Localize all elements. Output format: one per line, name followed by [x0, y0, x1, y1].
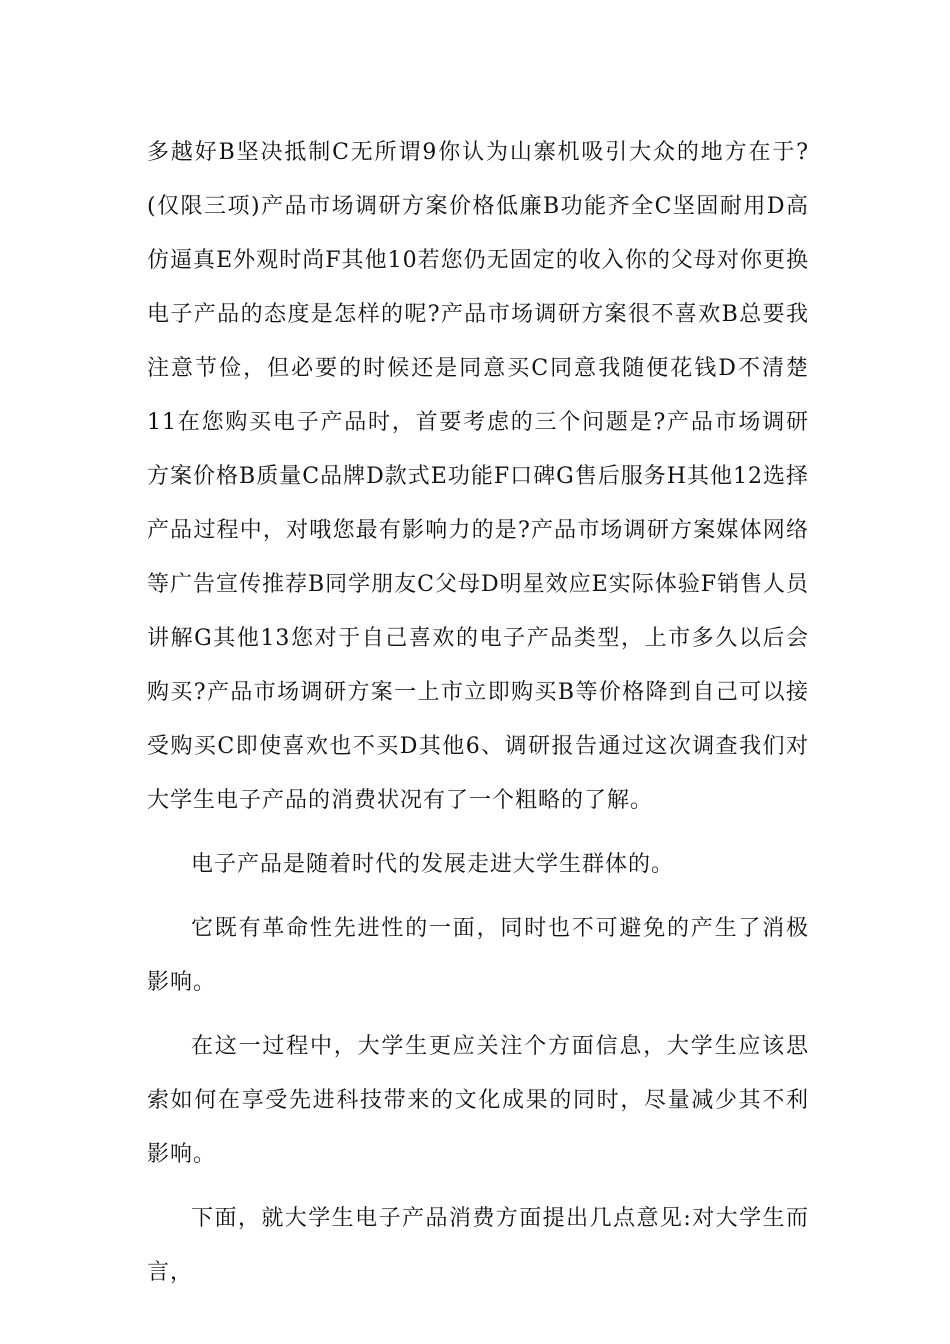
paragraph-electronics-intro: 电子产品是随着时代的发展走进大学生群体的。 [191, 852, 675, 877]
document-body [147, 126, 809, 1300]
paragraph-survey-questions: 多越好B坚决抵制C无所谓9你认为山寨机吸引大众的地方在于?(仅限三项)产品市场调研方案价格低廉B功能齐全C坚固耐用D高仿逼真E外观时尚F其他10若您仍无固定的收入你的父母对你更换电子产品的态度是怎样的呢?产品市场调研方案很不喜欢B总要我注意节俭，但必要的时候还是同意买C同意我随便花钱D不清楚11在您购买电子产品时，首要考虑的三个问题是?产品市场调研方案价格B质量C品牌D款式E功能F口碑G售后服务H其他12选择产品过程中，对哦您最有影响力的是?产品市场调研方案媒体网络等广告宣传推荐B同学朋友C父母D明星效应E实际体验F销售人员讲解G其他13您对于自己喜欢的电子产品类型，上市多久以后会购买?产品市场调研方案一上市立即购买B等价格降到自己可以接受购买C即使喜欢也不买D其他6、调研报告通过这次调查我们对大学生电子产品的消费状况有了一个粗略的了解。 [147, 140, 809, 813]
paragraph-students-reflection: 在这一过程中，大学生更应关注个方面信息，大学生应该思索如何在享受先进科技带来的文化成果的同时，尽量减少其不利影响。 [147, 1034, 809, 1167]
paragraph-negative-impact: 它既有革命性先进性的一面，同时也不可避免的产生了消极影响。 [147, 916, 809, 995]
paragraph-suggestions: 下面，就大学生电子产品消费方面提出几点意见:对大学生而言， [147, 1206, 809, 1285]
